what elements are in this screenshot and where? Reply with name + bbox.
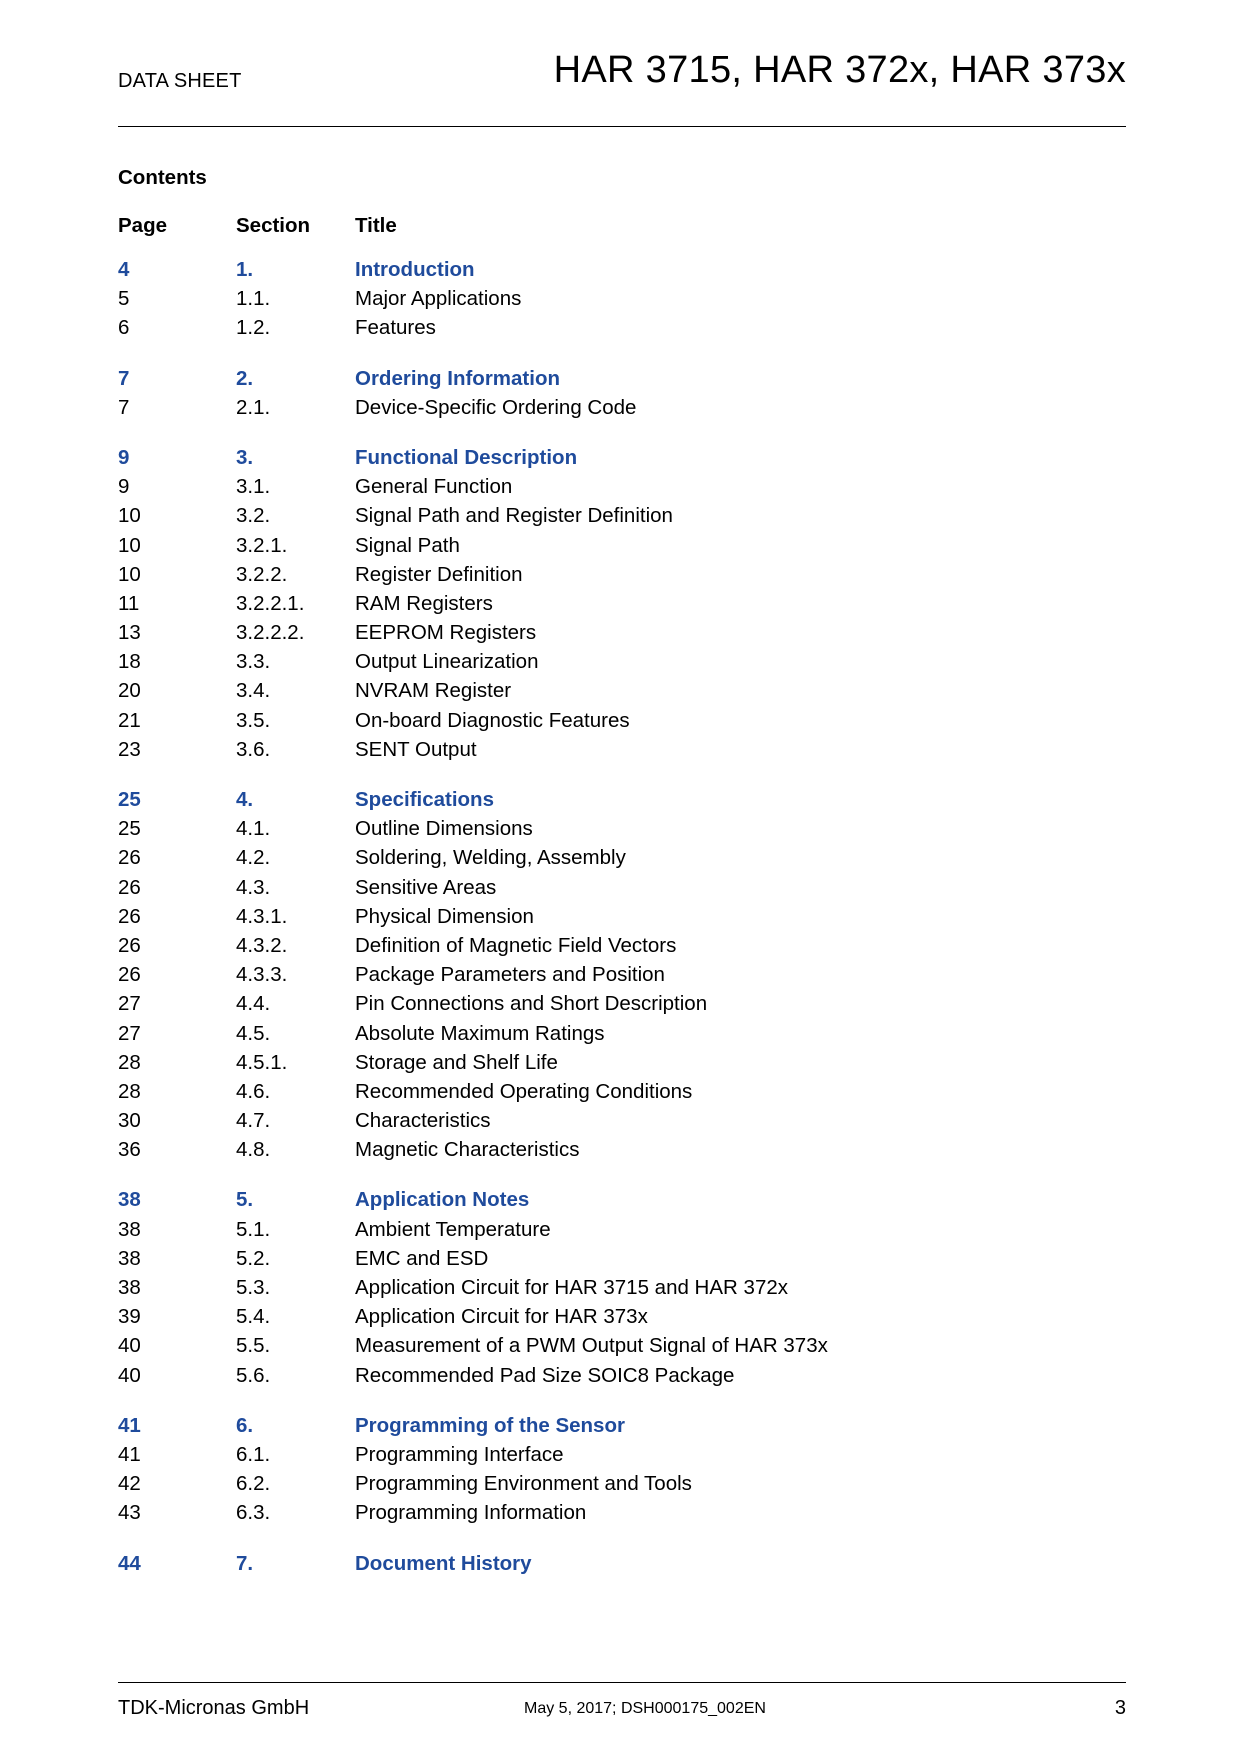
toc-chapter-row[interactable]	[118, 788, 1126, 817]
toc-section-row[interactable]	[118, 316, 1126, 345]
toc-section-number: 6.	[236, 1413, 254, 1437]
toc-title: Programming Environment and Tools	[355, 1472, 692, 1496]
toc-section-number: 4.1.	[236, 817, 271, 841]
table-of-contents	[118, 258, 1126, 1602]
toc-title: Sensitive Areas	[355, 875, 497, 899]
toc-section-number: 5.2.	[236, 1246, 271, 1270]
toc-section-number: 4.2.	[236, 846, 271, 870]
toc-section-number: 4.5.1.	[236, 1050, 288, 1074]
toc-title: Application Notes	[355, 1188, 530, 1212]
toc-title: Programming of the Sensor	[355, 1413, 625, 1437]
toc-section-row[interactable]	[118, 1080, 1126, 1109]
toc-page-number: 25	[118, 817, 141, 841]
toc-title: Specifications	[355, 788, 494, 811]
toc-title: Features	[355, 316, 436, 340]
toc-section-number: 3.2.1.	[236, 533, 288, 557]
toc-title: Storage and Shelf Life	[355, 1050, 558, 1074]
toc-section-number: 5.5.	[236, 1334, 271, 1358]
toc-page-number: 38	[118, 1188, 141, 1212]
header-label: DATA SHEET	[118, 70, 242, 92]
toc-page-number: 26	[118, 963, 141, 987]
toc-section-row[interactable]	[118, 876, 1126, 905]
toc-section-row[interactable]	[118, 1364, 1126, 1393]
toc-title: Measurement of a PWM Output Signal of HAR 373x	[355, 1334, 828, 1358]
toc-group	[118, 258, 1126, 346]
toc-section-row[interactable]	[118, 1022, 1126, 1051]
toc-title: Programming Interface	[355, 1442, 564, 1466]
toc-section-row[interactable]	[118, 963, 1126, 992]
toc-page-number: 28	[118, 1050, 141, 1074]
toc-title: Application Circuit for HAR 373x	[355, 1305, 648, 1329]
toc-title: Major Applications	[355, 287, 522, 311]
toc-page-number: 6	[118, 316, 130, 340]
toc-section-number: 6.2.	[236, 1472, 271, 1496]
toc-page-number: 41	[118, 1413, 141, 1437]
toc-title: Definition of Magnetic Field Vectors	[355, 933, 677, 957]
toc-title: Device-Specific Ordering Code	[355, 395, 637, 419]
toc-section-number: 2.1.	[236, 395, 271, 419]
column-header-section: Section	[236, 214, 311, 237]
toc-section-row[interactable]	[118, 846, 1126, 875]
toc-chapter-row[interactable]	[118, 446, 1126, 475]
toc-page-number: 30	[118, 1109, 141, 1133]
toc-page-number: 18	[118, 650, 141, 674]
toc-group	[118, 1552, 1126, 1581]
footer-page-number: 3	[1114, 1697, 1126, 1719]
toc-title: SENT Output	[355, 737, 477, 761]
toc-page-number: 26	[118, 846, 141, 870]
toc-page-number: 9	[118, 475, 130, 499]
toc-page-number: 40	[118, 1334, 141, 1358]
toc-section-row[interactable]	[118, 650, 1126, 679]
toc-section-number: 1.2.	[236, 316, 271, 340]
toc-page-number: 25	[118, 788, 141, 811]
toc-title: Register Definition	[355, 562, 523, 586]
toc-title: Physical Dimension	[355, 904, 534, 928]
toc-page-number: 26	[118, 933, 141, 957]
page-footer	[118, 1682, 1126, 1723]
toc-section-row[interactable]	[118, 934, 1126, 963]
toc-page-number: 38	[118, 1276, 141, 1299]
toc-page-number: 11	[118, 591, 140, 615]
toc-page-number: 27	[118, 1021, 141, 1045]
toc-page-number: 40	[118, 1363, 141, 1387]
toc-section-number: 3.3.	[236, 650, 271, 674]
toc-page-number: 21	[118, 708, 141, 732]
toc-section-number: 4.	[236, 788, 254, 811]
toc-section-number: 2.	[236, 366, 254, 390]
toc-section-number: 3.2.2.1.	[236, 591, 305, 615]
toc-section-number: 3.5.	[236, 708, 271, 732]
toc-section-row[interactable]	[118, 1051, 1126, 1080]
toc-section-number: 4.8.	[236, 1138, 271, 1162]
toc-section-row[interactable]	[118, 1472, 1126, 1501]
toc-section-row[interactable]	[118, 1305, 1126, 1334]
toc-page-number: 27	[118, 992, 141, 1016]
toc-section-number: 1.1.	[236, 287, 271, 311]
toc-title: General Function	[355, 475, 513, 499]
toc-section-row[interactable]	[118, 534, 1126, 563]
toc-group	[118, 367, 1126, 425]
toc-title: Package Parameters and Position	[355, 963, 665, 987]
page-header	[118, 40, 1126, 127]
toc-section-number: 3.1.	[236, 475, 271, 499]
toc-section-number: 3.4.	[236, 679, 271, 703]
toc-title: Outline Dimensions	[355, 817, 533, 841]
toc-page-number: 28	[118, 1079, 141, 1103]
toc-title: Recommended Operating Conditions	[355, 1079, 693, 1103]
toc-section-number: 3.2.	[236, 504, 271, 528]
toc-page-number: 42	[118, 1472, 141, 1496]
toc-page-number: 5	[118, 287, 130, 311]
toc-title: Output Linearization	[355, 650, 539, 674]
toc-chapter-row[interactable]	[118, 258, 1126, 287]
toc-title: Programming Information	[355, 1501, 587, 1525]
column-header-title: Title	[355, 214, 397, 237]
toc-section-row[interactable]	[118, 475, 1126, 504]
toc-page-number: 13	[118, 621, 141, 645]
toc-group	[118, 446, 1126, 767]
toc-title: RAM Registers	[355, 591, 493, 615]
toc-section-row[interactable]	[118, 1247, 1126, 1276]
toc-chapter-row[interactable]	[118, 1552, 1126, 1581]
toc-title: Introduction	[355, 258, 475, 281]
toc-group	[118, 788, 1126, 1167]
toc-section-number: 4.5.	[236, 1021, 271, 1045]
toc-section-row[interactable]	[118, 1109, 1126, 1138]
toc-title: NVRAM Register	[355, 679, 512, 703]
toc-section-row[interactable]	[118, 1218, 1126, 1247]
toc-page-number: 10	[118, 504, 141, 528]
toc-section-number: 4.4.	[236, 992, 271, 1016]
footer-date-doc-number: May 5, 2017; DSH000175_002EN	[524, 1700, 766, 1717]
toc-title: Pin Connections and Short Description	[355, 992, 708, 1016]
toc-page-number: 9	[118, 445, 130, 469]
toc-page-number: 36	[118, 1138, 141, 1162]
toc-section-row[interactable]	[118, 1138, 1126, 1167]
toc-section-row[interactable]	[118, 905, 1126, 934]
toc-title: Signal Path and Register Definition	[355, 504, 673, 528]
toc-title: Signal Path	[355, 533, 460, 557]
toc-section-number: 5.3.	[236, 1276, 271, 1299]
toc-section-number: 4.3.1.	[236, 904, 288, 928]
toc-title: Document History	[355, 1551, 532, 1575]
toc-section-number: 3.6.	[236, 737, 271, 761]
toc-section-number: 3.2.2.2.	[236, 621, 305, 645]
toc-section-number: 6.1.	[236, 1442, 271, 1466]
toc-section-number: 5.1.	[236, 1217, 271, 1241]
toc-page-number: 7	[118, 395, 130, 419]
toc-section-row[interactable]	[118, 504, 1126, 533]
toc-title: Functional Description	[355, 445, 578, 469]
toc-page-number: 44	[118, 1551, 141, 1575]
toc-section-row[interactable]	[118, 1334, 1126, 1363]
toc-page-number: 20	[118, 679, 141, 703]
toc-title: Magnetic Characteristics	[355, 1138, 580, 1162]
toc-section-row[interactable]	[118, 738, 1126, 767]
toc-section-number: 6.3.	[236, 1501, 271, 1525]
toc-section-number: 4.7.	[236, 1109, 271, 1133]
toc-title: Soldering, Welding, Assembly	[355, 846, 626, 870]
toc-section-row[interactable]	[118, 287, 1126, 316]
toc-section-number: 3.	[236, 445, 254, 469]
toc-section-row[interactable]	[118, 1501, 1126, 1530]
toc-section-number: 5.6.	[236, 1363, 271, 1387]
toc-title: Characteristics	[355, 1109, 491, 1133]
toc-section-row[interactable]	[118, 592, 1126, 621]
toc-chapter-row[interactable]	[118, 1414, 1126, 1443]
toc-section-row[interactable]	[118, 396, 1126, 425]
toc-title: Ordering Information	[355, 366, 560, 390]
toc-page-number: 39	[118, 1305, 141, 1329]
toc-page-number: 43	[118, 1501, 141, 1525]
toc-section-row[interactable]	[118, 817, 1126, 846]
toc-page-number: 7	[118, 366, 130, 390]
toc-page-number: 41	[118, 1442, 141, 1466]
toc-title: On-board Diagnostic Features	[355, 708, 630, 732]
toc-section-row[interactable]	[118, 621, 1126, 650]
toc-section-row[interactable]	[118, 563, 1126, 592]
toc-page-number: 4	[118, 258, 130, 281]
toc-section-number: 1.	[236, 258, 254, 281]
toc-section-number: 4.3.	[236, 875, 271, 899]
toc-section-row[interactable]	[118, 992, 1126, 1021]
toc-section-row[interactable]	[118, 709, 1126, 738]
toc-section-row[interactable]	[118, 679, 1126, 708]
column-header-page: Page	[118, 214, 167, 237]
contents-heading: Contents	[118, 166, 207, 189]
toc-section-number: 4.6.	[236, 1079, 271, 1103]
toc-title: Absolute Maximum Ratings	[355, 1021, 605, 1045]
toc-title: Ambient Temperature	[355, 1217, 551, 1241]
toc-group	[118, 1414, 1126, 1531]
toc-title: EEPROM Registers	[355, 621, 537, 645]
toc-title: Application Circuit for HAR 3715 and HAR 372x	[355, 1276, 788, 1299]
toc-page-number: 26	[118, 904, 141, 928]
toc-title: Recommended Pad Size SOIC8 Package	[355, 1363, 735, 1387]
toc-section-number: 7.	[236, 1551, 254, 1575]
toc-chapter-row[interactable]	[118, 1188, 1126, 1217]
toc-page-number: 38	[118, 1246, 141, 1270]
footer-company: TDK-Micronas GmbH	[118, 1697, 310, 1719]
toc-page-number: 10	[118, 562, 141, 586]
toc-section-number: 4.3.3.	[236, 963, 288, 987]
toc-section-number: 5.4.	[236, 1305, 271, 1329]
toc-section-number: 3.2.2.	[236, 562, 288, 586]
toc-page-number: 26	[118, 875, 141, 899]
toc-page-number: 23	[118, 737, 141, 761]
toc-section-number: 5.	[236, 1188, 254, 1212]
document-title: HAR 3715, HAR 372x, HAR 373x	[553, 49, 1126, 91]
toc-page-number: 38	[118, 1217, 141, 1241]
toc-page-number: 10	[118, 533, 141, 557]
toc-chapter-row[interactable]	[118, 367, 1126, 396]
toc-title: EMC and ESD	[355, 1246, 489, 1270]
toc-group	[118, 1188, 1126, 1392]
toc-section-row[interactable]	[118, 1443, 1126, 1472]
toc-section-number: 4.3.2.	[236, 933, 288, 957]
toc-section-row[interactable]	[118, 1276, 1126, 1305]
